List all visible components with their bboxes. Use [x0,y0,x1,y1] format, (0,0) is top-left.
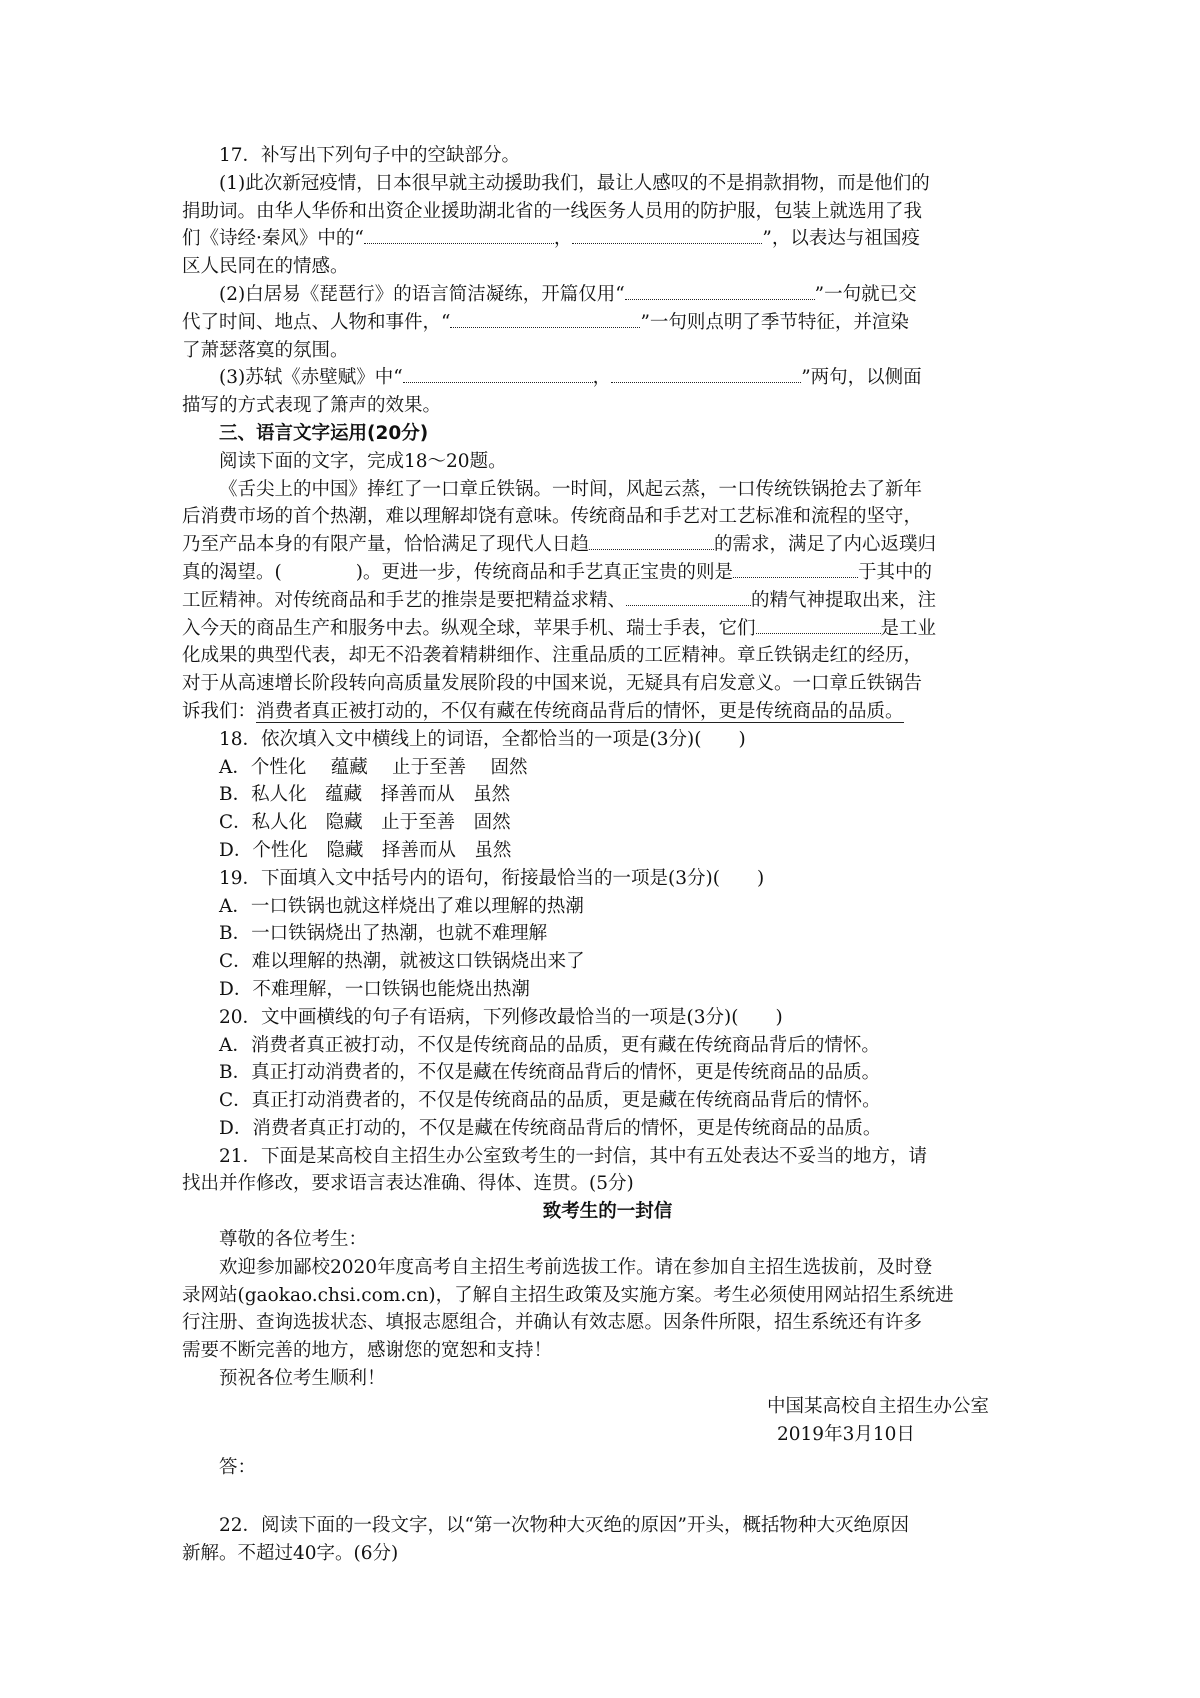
passage-text: 的精气神提取出来，注 [751,589,937,611]
letter-date: 2019年3月10日 [777,1423,915,1445]
answer-area[interactable] [182,1482,1033,1512]
passage-text: 真的渴望。( )。更进一步，传统商品和手艺真正宝贵的则是 [182,561,733,583]
q22-stem-line1: 22．阅读下面的一段文字，以“第一次物种大灭绝的原因”开头，概括物种大灭绝原因 [219,1515,909,1537]
passage-line: 对于从高速增长阶段转向高质量发展阶段的中国来说，无疑具有启发意义。一口章丘铁锅告 [182,673,923,695]
q19-option-d[interactable]: D．不难理解，一口铁锅也能烧出热潮 [219,978,530,1000]
letter-body-line: 录网站(gaokao.chsi.com.cn)，了解自主招生政策及实施方案。考生必须使用网站招生系统进 [182,1284,954,1306]
q18-option-c[interactable]: C．私人化 隐藏 止于至善 固然 [219,812,511,834]
passage-line [182,587,1033,615]
q17-title: 17．补写出下列句子中的空缺部分。 [219,145,521,166]
passage-text: 入今天的商品生产和服务中去。纵观全球，苹果手机、瑞士手表，它们 [182,617,756,639]
q17-p1-line3 [182,225,1033,253]
q17-p1-line1: (1)此次新冠疫情，日本很早就主动援助我们，最让人感叹的不是捐款捐物，而是他们的 [219,172,930,194]
q19-option-b[interactable]: B．一口铁锅烧出了热潮，也就不难理解 [219,923,548,945]
passage-line [182,698,1033,726]
passage-line: 后消费市场的首个热潮，难以理解却饶有意味。传统商品和手艺对工艺标准和流程的坚守， [182,506,923,528]
q20-option-a[interactable]: A．消费者真正被打动，不仅是传统商品的品质，更有藏在传统商品背后的情怀。 [219,1034,880,1056]
q17-p3-text-b: ， [592,367,612,389]
q18-stem: 18．依次填入文中横线上的词语，全都恰当的一项是(3分)( ) [219,728,746,750]
q21-stem-line2: 找出并作修改，要求语言表达准确、得体、连贯。(5分) [182,1173,634,1195]
fill-blank-4[interactable] [756,615,881,634]
q17-p2-text-b: ”一句就已交 [814,283,917,305]
letter-closing: 预祝各位考生顺利！ [219,1368,386,1390]
q18-option-a[interactable]: A．个性化 蕴藏 止于至善 固然 [219,756,528,778]
passage-text: 乃至产品本身的有限产量，恰恰满足了现代人日趋 [182,534,590,556]
q17-p3-line2: 描写的方式表现了箫声的效果。 [182,395,442,417]
section-intro: 阅读下面的文字，完成18～20题。 [219,450,507,472]
passage-text: 的需求，满足了内心返璞归 [714,534,937,556]
passage-line [182,531,1033,559]
passage-line [182,615,1033,643]
q21-stem-line1: 21．下面是某高校自主招生办公室致考生的一封信，其中有五处表达不妥当的地方，请 [219,1145,928,1167]
letter-body-line: 行注册、查询选拔状态、填报志愿组合，并确认有效志愿。因条件所限，招生系统还有许多 [182,1312,923,1334]
q19-stem: 19．下面填入文中括号内的语句，衔接最恰当的一项是(3分)( ) [219,867,765,889]
q20-option-d[interactable]: D．消费者真正打动的，不仅是藏在传统商品背后的情怀，更是传统商品的品质。 [219,1117,882,1139]
passage-text: 于其中的 [857,561,932,583]
q17-p2-line3: 了萧瑟落寞的氛围。 [182,339,349,361]
passage-text: 工匠精神。对传统商品和手艺的推崇是要把精益求精、 [182,589,627,611]
q17-p1-line4: 区人民同在的情感。 [182,256,349,278]
q17-p1-text-b: ， [553,228,573,250]
passage-line [182,559,1033,587]
letter-title: 致考生的一封信 [542,1201,673,1223]
answer-blank[interactable] [611,364,801,383]
letter-salutation: 尊敬的各位考生： [219,1229,368,1251]
passage-line: 化成果的典型代表，却无不沿袭着精耕细作、注重品质的工匠精神。章丘铁锅走红的经历， [182,645,923,667]
q19-option-c[interactable]: C．难以理解的热潮，就被这口铁锅烧出来了 [219,951,585,973]
answer-blank[interactable] [403,364,593,383]
q19-option-a[interactable]: A．一口铁锅也就这样烧出了难以理解的热潮 [219,895,584,917]
answer-blank[interactable] [364,225,554,244]
letter-signature: 中国某高校自主招生办公室 [767,1395,990,1417]
q17-p1-text-c: ”，以表达与祖国疫 [762,228,920,250]
q18-option-b[interactable]: B．私人化 蕴藏 择善而从 虽然 [219,784,511,806]
answer-label: 答： [219,1457,257,1479]
q17-p3-text-a: (3)苏轼《赤壁赋》中“ [219,367,403,389]
q17-p1-text-a: 们《诗经·秦风》中的“ [182,228,364,250]
q17-p2-line2 [182,309,1033,337]
q17-p1-line2: 捐助词。由华人华侨和出资企业援助湖北省的一线医务人员用的防护服，包装上就选用了我 [182,200,923,222]
answer-blank[interactable] [572,225,762,244]
q20-option-b[interactable]: B．真正打动消费者的，不仅是藏在传统商品背后的情怀，更是传统商品的品质。 [219,1062,881,1084]
q17-p2-line1 [182,281,1033,309]
fill-blank-1[interactable] [589,531,714,550]
q17-p3-line1 [182,364,1033,392]
fill-blank-3[interactable] [626,587,751,606]
q20-stem: 20．文中画横线的句子有语病，下列修改最恰当的一项是(3分)( ) [219,1006,783,1028]
passage-line: 《舌尖上的中国》捧红了一口章丘铁锅。一时间，风起云蒸，一口传统铁锅抢去了新年 [219,478,923,500]
section-heading: 三、语言文字运用(20分) [219,422,429,444]
fill-blank-2[interactable] [733,559,858,578]
q17-p3-text-c: ”两句，以侧面 [801,367,922,389]
answer-blank[interactable] [625,281,815,300]
q18-option-d[interactable]: D．个性化 隐藏 择善而从 虽然 [219,839,512,861]
q17-p2-text-c: 代了时间、地点、人物和事件，“ [182,311,451,333]
q17-p2-text-d: ”一句则点明了季节特征，并渲染 [640,311,909,333]
passage-text: 诉我们： [182,700,257,722]
letter-body-line: 欢迎参加鄙校2020年度高考自主招生考前选拔工作。请在参加自主招生选拔前，及时登 [219,1256,933,1278]
answer-blank[interactable] [450,309,640,328]
underlined-sentence: 消费者真正被打动的，不仅有藏在传统商品背后的情怀，更是传统商品的品质。 [256,700,904,722]
passage-text: 是工业 [880,617,937,639]
q17-p2-text-a: (2)白居易《琵琶行》的语言简洁凝练，开篇仅用“ [219,283,625,305]
q20-option-c[interactable]: C．真正打动消费者的，不仅是传统商品的品质，更是藏在传统商品背后的情怀。 [219,1090,881,1112]
q22-stem-line2: 新解。不超过40字。(6分) [182,1543,399,1565]
letter-body-line: 需要不断完善的地方，感谢您的宽恕和支持！ [182,1340,553,1362]
